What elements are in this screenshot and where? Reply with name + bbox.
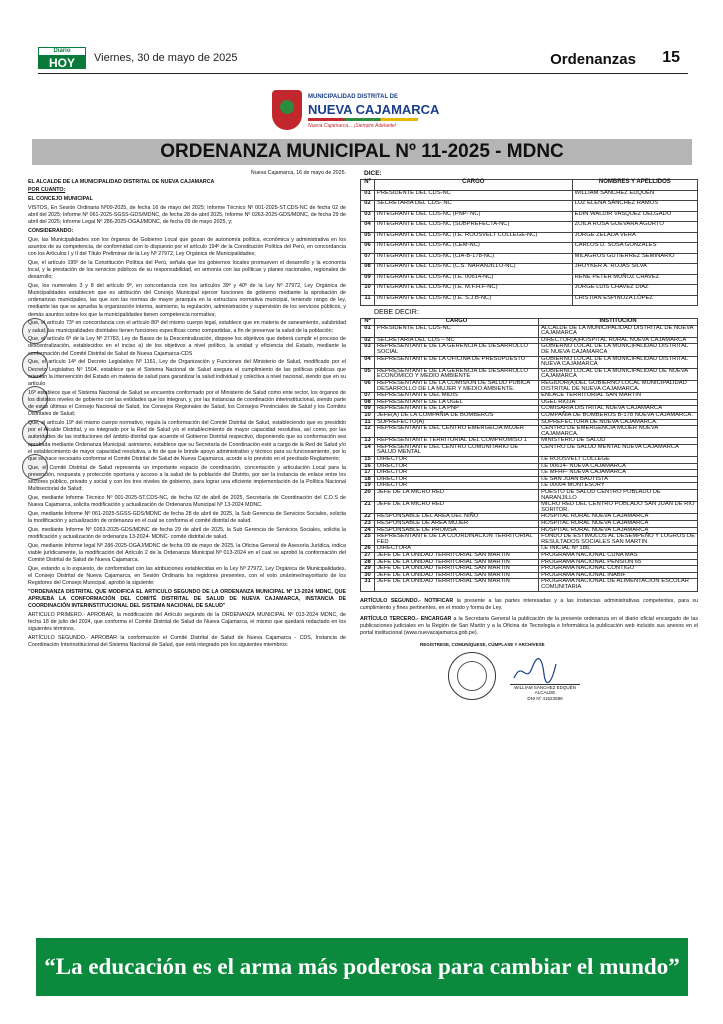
table-cell: 04 bbox=[361, 222, 375, 233]
table-cell: INTEGRANTE DEL CDS-NC (I.E. M.F.H.F-NC) bbox=[375, 285, 573, 296]
paragraph: "ORDENANZA DISTRITAL QUE MODIFICA EL ARTICULO SEGUNDO DE LA ORDENANZA MUNICIPAL Nº 13-2024 MDNC, QUE APRUEBA LA CONFORMACIÓN DEL COMITÉ DISTRITAL DE SALUD DE NUEVA CAJAMARCA, INSTANCIA DE COORDINACIÓN INTERINSTITUCIONAL DEL SISTEMA NACIONAL DE SALUD" bbox=[28, 588, 346, 610]
paragraph: Que, mediante Informe Técnico Nº 001-2025-ST.CDS-NC, de fecha 02 de abril de 2025, Secretaría de Coordinación del C.D.S de Nueva Cajamarca, solicita modificación y actualización de Ordenanza Municipal Nº 13-2024 MDNC. bbox=[28, 495, 346, 509]
table-row bbox=[361, 243, 698, 254]
table-cell: 01 bbox=[361, 325, 375, 337]
table-cell: INTEGRANTE DEL CDS-NC (I.E. ROOSVELT COLLEGE-NC) bbox=[375, 232, 573, 243]
table-cell: JEFE DE LA UNIDAD TERRITORIAL SAN MARTIN bbox=[375, 559, 539, 566]
column-header: Nº bbox=[361, 180, 375, 191]
paragraph: Que, estando a lo expuesto, de conformidad con las atribuciones establecidas en la Ley Nº 27972, Ley Orgánica de Municipalidades, el Consejo Distrital de Nueva Cajamarca, en Sesión Ordinaria los regidores presentes, con el voto unánime/mayoritario de los Regidores del Consejo Municipal, aprobó la siguiente: bbox=[28, 565, 346, 587]
signatory-block bbox=[510, 684, 580, 702]
table-cell: 26 bbox=[361, 546, 375, 553]
table-cell: JEFE DE LA UNIDAD TERRITORIAL SAN MARTIN bbox=[375, 579, 539, 591]
municipality-logo-line1: MUNICIPALIDAD DISTRITAL DE bbox=[308, 94, 398, 100]
table-cell: DIRECTOR bbox=[375, 476, 539, 483]
table-cell: SECRETARIA DEL CDS – NC bbox=[375, 337, 539, 344]
table-cell: SECRETARIA DEL CDS- NC bbox=[375, 201, 573, 212]
table-cell: 25 bbox=[361, 534, 375, 546]
table-cell: PRESIDENTE DEL CDS-NC bbox=[375, 325, 539, 337]
table-row bbox=[361, 368, 698, 380]
table-cell: GOBIERNO LOCAL DE LA MUNICIPALIDAD DISTRITAL NUEVA CAJAMARCA bbox=[539, 356, 698, 368]
left-column-text bbox=[28, 170, 346, 905]
table-cell: 14 bbox=[361, 444, 375, 456]
signatory-name: WILLIAM SÁNCHEZ EDQUÉN bbox=[514, 684, 576, 690]
table-cell: CARLOS D. SOSA GONZALES bbox=[572, 243, 697, 254]
municipality-logo bbox=[272, 90, 452, 134]
table-cell: RESPONSABLE DE PROMSA bbox=[375, 527, 539, 534]
table-cell: REPRESENTANTE DE LA UGEL bbox=[375, 399, 539, 406]
table-row bbox=[361, 211, 698, 222]
table-cell: DIRECTOR bbox=[375, 483, 539, 490]
table-row bbox=[361, 201, 698, 212]
table-cell: COMPAÑIA DE BOMBEROS B-178 NUEVA CAJAMARCA. bbox=[539, 412, 698, 419]
table-cell: FONDO DE ESTIMULOS AL DESEMPEÑO Y LOGROS DE RESULTADOS SOCIALES SAN MARTIN bbox=[539, 534, 698, 546]
logo-color-bar bbox=[308, 118, 418, 121]
table-row bbox=[361, 264, 698, 275]
debe-decir-label: DEBE DECIR: bbox=[374, 309, 419, 316]
table-row bbox=[361, 232, 698, 243]
table-cell: 22 bbox=[361, 514, 375, 521]
paragraph: Que, las Municipalidades son los órganos de Gobierno Local que gozan de autonomía política, económica y administrativa en los asuntos de su competencia, de conformidad con lo dispuesto por el artículo 194º de la Constitución Política del Perú, en concordancia con los Artículos I y II del Título Preliminar de la Ley Nº 27972, Ley Orgánica de Municipalidades; bbox=[28, 236, 346, 258]
paragraph: Que, el artículo 6º de la Ley Nº 27783, Ley de Bases de la Descentralización, dispone los objetivos que deberá cumplir el proceso de descentralización, establecidos en el inciso a) de los objetivos a nivel político, la unidad y eficiencia del Estado, mediante la conformación del Comité Distrital de Salud de Nueva Cajamarca-CDS bbox=[28, 336, 346, 357]
table-cell: 10 bbox=[361, 412, 375, 419]
table-cell: CENTRO DE EMERGENCIA MUJER NUEVA CAJAMARCA. bbox=[539, 426, 698, 438]
closing-articles bbox=[360, 598, 698, 638]
paragraph: Que, el artículo 195º de la Constitución Política del Perú, señala que los gobiernos locales promueven el desarrollo y la economía local, y la prestación de los servicios públicos de su responsabilidad, en armonía con las políticas y planes nacionales, regionales de desarrollo; bbox=[28, 259, 346, 281]
paragraph: Que, mediante Informe Nº 0263-2025-GDS/MDNC de fecha 29 de abril de 2025, la Sub Gerencia de Servicios Sociales, solicita la modificación y actualización de ordenanza 13-2024- MDNC- comité distrital de salud. bbox=[28, 526, 346, 541]
seal-icon bbox=[448, 652, 496, 700]
article-heading: ARTÍCULO TERCERO.- ENCARGAR bbox=[360, 615, 452, 622]
table-row bbox=[361, 412, 698, 419]
table-cell: INTEGRANTE DEL CDS-NC (SUBPREFECTA-NC) bbox=[375, 222, 573, 233]
logo-small-text: Diario bbox=[38, 47, 86, 56]
table-cell: 05 bbox=[361, 368, 375, 380]
table-cell: HOSPITAL RURAL NUEVA CAJAMARCA bbox=[539, 521, 698, 528]
table-cell: REPRESENTANTE DE LA COORDINACION TERRITORIAL FED bbox=[375, 534, 539, 546]
table-cell: I.E INICIAL Nº 186. bbox=[539, 546, 698, 553]
table-cell: 03 bbox=[361, 344, 375, 356]
table-cell: DIRECTORA bbox=[375, 546, 539, 553]
table-cell: I.E SAN JUAN BAUTISTA bbox=[539, 476, 698, 483]
table-cell: 20 bbox=[361, 490, 375, 502]
table-cell: CRISTIAN ESPINOZA LÓPEZ bbox=[572, 295, 697, 306]
column-header: INSTITUCION bbox=[539, 319, 698, 326]
section-name: Ordenanzas bbox=[550, 51, 636, 68]
signature-area bbox=[360, 642, 698, 712]
table-row bbox=[361, 426, 698, 438]
column-header: CARGO bbox=[375, 319, 539, 326]
dice-label: DICE: bbox=[364, 170, 382, 177]
table-row bbox=[361, 344, 698, 356]
table-cell: I.E 00004 MONTESORY bbox=[539, 483, 698, 490]
table-cell: REPRESENTANTE DEL CENTRO EMERGECIA MUJER bbox=[375, 426, 539, 438]
signatory-id: DNI Nº 41623598 bbox=[527, 695, 563, 701]
paragraph: Que, el artículo 14º del Decreto Legislativo Nº 1161, Ley de Organización y Funciones del Ministerio de Salud, modificado por el Decreto Legislativo Nº 1504, establece que el Sistema Nacional de Salud asegura el cumplimiento de las políticas públicas que orientan la intervención del Estado en materia de salud para garantizar la salud individual y colectiva a nivel nacional, siendo que en su artículo bbox=[28, 359, 346, 387]
table-cell: WILLIAM SÁNCHEZ EDQUÉN bbox=[572, 190, 697, 201]
table-cell: 13 bbox=[361, 438, 375, 445]
table-cell: 08 bbox=[361, 264, 375, 275]
ordinance-title: ORDENANZA MUNICIPAL Nº 11-2025 - MDNC bbox=[32, 139, 692, 165]
table-cell: SUPREFECTO(A) bbox=[375, 419, 539, 426]
table-cell: REPRESENTANTE DE LA COMISION DE SALUD PUBICA DESARROLLO DE LA MUJER Y MEDIO AMBIENTE. bbox=[375, 380, 539, 392]
table-cell: PUESTO DE SALUD CENTRO POBLADO DE NARANJILLO bbox=[539, 490, 698, 502]
table-cell: I.E ROOSVELT COLLEGE bbox=[539, 457, 698, 464]
table-row bbox=[361, 457, 698, 464]
table-cell: 19 bbox=[361, 483, 375, 490]
table-cell: JORGE LUIS CHAVEZ DIAZ bbox=[572, 285, 697, 296]
table-cell: 01 bbox=[361, 190, 375, 201]
table-row bbox=[361, 295, 698, 306]
table-cell: REPRESENTANTE DE LA OFICINA DE PRESUPUESTO bbox=[375, 356, 539, 368]
table-cell: 10 bbox=[361, 285, 375, 296]
footer-quote: “La educación es el arma más poderosa para cambiar el mundo” bbox=[36, 938, 688, 996]
column-header: CARGO bbox=[375, 180, 573, 191]
table-cell: 02 bbox=[361, 337, 375, 344]
paragraph: Que, mediante Informe Nº 061-2025-SGSS-GDS/MDNC de fecha 28 de abril de 2025, la Sub Gerencia de Servicios Sociales, solicita la modificación y actualización de ordenanza en el cual se conforma el comité distrital de salud. bbox=[28, 510, 346, 525]
table-cell: INTEGRANTE DEL CDS-NC (I.E. S.J.B-NC) bbox=[375, 295, 573, 306]
table-cell: JEFE DE LA MICRO RED bbox=[375, 490, 539, 502]
table-cell: DIRECTOR(A)HOSPITAL RURAL NUEVA CAJAMARCA bbox=[539, 337, 698, 344]
table-row bbox=[361, 356, 698, 368]
page-header bbox=[38, 42, 688, 74]
paragraph: VISTOS, En Sesión Ordinaria Nº09-2025, de fecha 16 de mayo del 2025; Informe Técnico Nº 001-2025-ST.CDS-NC de fecha 02 de abril del 2025; Informe Nº 061-2025-SGSS-GDS/MDNC, de fecha 28 de abril 2025, Informe Nº 0263-2025-GDS/MDNC, de fecha 29 de abril del 2025; Informe Legal Nº 286-2025-OGAJ/MDNC, de fecha 09 de mayo 2025, y; bbox=[28, 204, 346, 226]
table-cell: REPRESENTANTE DE LA PNP bbox=[375, 406, 539, 413]
table-cell: REGIDOR(A)DEL GOBIERNO LOCAL MUNICIPALIDAD DISTRITAL DE NUEVA CAJAMARCA. bbox=[539, 380, 698, 392]
table-cell: ALCALDE DE LA MUNICIPALIDAD DISTRITAL DE NUEVA CAJAMARCA bbox=[539, 325, 698, 337]
table-cell: REPRESENTANTE DEL MIDIS bbox=[375, 393, 539, 400]
table-cell: REPRESENTANTE DE LA GERENCIA DE DESARROLLO SOCIAL bbox=[375, 344, 539, 356]
signatory-role: ALCALDE bbox=[534, 690, 556, 696]
article-body: a la Secretaria General la publicación de la presente ordenanza en el diario oficial encargado de las publicaciones judiciales en la Región de San Martín y a la Oficina de Tecnología e Informática la publicación web incluido sus anexos en el portal institucional (www.nuevacajamarca.gob.pe). bbox=[360, 615, 698, 637]
table-cell: 09 bbox=[361, 274, 375, 285]
table-cell: JEFE DE LA UNIDAD TERRITORIAL SAN MARTIN bbox=[375, 566, 539, 573]
table-cell: 29 bbox=[361, 566, 375, 573]
table-cell: INTEGRANTE DEL CDS-NC (PNP- NC) bbox=[375, 211, 573, 222]
article-paragraph bbox=[360, 598, 698, 612]
table-cell: 05 bbox=[361, 232, 375, 243]
newspaper-logo bbox=[38, 47, 86, 69]
table-cell: COMISARIA DISTRITAL NUEVA CAJAMARCA bbox=[539, 406, 698, 413]
table-cell: PROGRAMA NACIONAL DE ALIMENTACION ESCOLAR COMUNITARIA bbox=[539, 579, 698, 591]
table-cell: DIRECTOR bbox=[375, 470, 539, 477]
table-cell: REPRESENTANTE DEL CENTRO COMUNITARIO DE SALUD MENTAL bbox=[375, 444, 539, 456]
table-cell: 11 bbox=[361, 419, 375, 426]
table-cell: PROGRAMA NACIONAL CUNA MAS bbox=[539, 552, 698, 559]
table-cell: HOSPITAL RURAL NUEVA CAJAMARCA bbox=[539, 527, 698, 534]
table-cell: 31 bbox=[361, 579, 375, 591]
right-column bbox=[360, 170, 698, 905]
table-cell: CENTRO DE SALUD MENTAL NUEVA CAJAMARCA bbox=[539, 444, 698, 456]
municipality-slogan: Nueva Cajamarca... ¡Siempre Adelante! bbox=[308, 123, 397, 129]
article-paragraph bbox=[360, 616, 698, 638]
table-cell: RESPONSABLE DEL AREA DEL NIÑO bbox=[375, 514, 539, 521]
table-row bbox=[361, 579, 698, 591]
table-cell: PROGRAMA NACIONAL PENSION 65 bbox=[539, 559, 698, 566]
municipality-logo-line2: NUEVA CAJAMARCA bbox=[308, 102, 440, 117]
paragraph: ARTICULO PRIMERO.- APROBAR, la modificación del Artículo segundo de la ORDENANZA MUNICIPAL Nº 013-2024 MDNC, de fecha 18 de julio del 2024, que conforma el Comité Distrital de Salud de Nueva Cajamarca, el mismo que quedará redactado en los siguientes términos. bbox=[28, 612, 346, 633]
table-cell: 21 bbox=[361, 502, 375, 514]
table-cell: DIRECTOR bbox=[375, 463, 539, 470]
table-cell: SUPREFECTURA DE NUEVA CAJAMARCA. bbox=[539, 419, 698, 426]
table-cell: DIRECTOR bbox=[375, 457, 539, 464]
table-cell: GOBIERNO LOCAL DE LA MUNICIPALIDAD DISTRITAL DE NUEVA CAJAMARCA bbox=[539, 344, 698, 356]
table-cell: 07 bbox=[361, 393, 375, 400]
table-cell: MILAGROS GUTIERREZ SEMINARIO bbox=[572, 253, 697, 264]
table-cell: 12 bbox=[361, 426, 375, 438]
table-row bbox=[361, 190, 698, 201]
table-cell: 24 bbox=[361, 527, 375, 534]
paragraph: ARTÍCULO SEGUNDO.- APROBAR la conformación el Comité Distrital de Salud de Nueva Cajamarca - CDS, Instancia de Coordinación Interinstitucional del Sistema Nacional de Salud, que está integrado por los siguientes miembros: bbox=[28, 635, 346, 649]
closing-formula: REGÍSTRESE, COMUNÍQUESE, CÚMPLASE Y ARCHÍVESE bbox=[420, 641, 545, 647]
table-cell: RESPONSABLE DE AREA MUJER bbox=[375, 521, 539, 528]
paragraph: CONSIDERANDO: bbox=[28, 227, 74, 234]
paragraph: Que, el artículo 73º en concordancia con el artículo 80º del mismo cuerpo legal, establece que en materia de saneamiento, salubridad y salud, las municipalidades distritales tienen funciones específicas como compartidas, a fin de preservar la salud de la población; bbox=[28, 320, 346, 334]
table-row bbox=[361, 274, 698, 285]
table-cell: RENE PETER MUÑOZ CHAVEZ bbox=[572, 274, 697, 285]
table-cell: 08 bbox=[361, 399, 375, 406]
crest-icon bbox=[272, 90, 302, 130]
table-row bbox=[361, 380, 698, 392]
paragraph: 16º establece que el Sistema Nacional de Salud se encuentra conformado por el Ministerio de Salud como ente rector, los órganos de los distintos niveles de gobierno con las entidades que los integran, y, por las instancias de coordinación interinstitucional, siendo parte de estas últimas el Consejo Nacional de Salud, los Consejos Regionales de Salud, los Consejos Provinciales de Salud y los Comités Distritales de Salud; bbox=[28, 389, 346, 418]
table-dice bbox=[360, 179, 698, 306]
table-row bbox=[361, 476, 698, 483]
column-header: Nº bbox=[361, 319, 375, 326]
table-cell: INTEGRANTE DEL CDS-NC (CIA-B-178-NC) bbox=[375, 253, 573, 264]
table-cell: HOSPITAL RURAL NUEVA CAJAMARCA bbox=[539, 514, 698, 521]
table-debe-decir bbox=[360, 318, 698, 592]
table-cell: 17 bbox=[361, 470, 375, 477]
paragraph: Que, los numerales 3 y 8 del artículo 9º, en concordancia con los artículos 39º y 40º de la Ley Nº 27972, Ley Orgánica de Municipalidades establecen que es atribución del Concejo Municipal ejercer funciones de gobierno mediante la aprobación de ordenanzas municipales, las que son las normas de mayor jerarquía en la estructura normativa municipal, teniendo rango de ley, mediante las que se aprueba la organización interna, asimismo, la regulación, administración y supervisión de los servicios públicos, y demás asuntos sobre los que la municipalidades tienen competencia normativa; bbox=[28, 282, 346, 318]
paragraph: Que, el Comité Distrital de Salud representa un importante espacio de coordinación, concertación y articulación Local para la prevención, respuesta y protección oportuna y acceso a la salud de la población del Distrito, por ser la instancia de enlace entre los sectores público, privado y social y con los tres niveles de gobierno, para lograr una eficiente implementación de la Política Nacional Multisectorial de Salud; bbox=[28, 464, 346, 493]
table-cell: I.E MFHF- NUEVA CAJAMARCA bbox=[539, 470, 698, 477]
table-row bbox=[361, 534, 698, 546]
table-cell: 30 bbox=[361, 572, 375, 579]
table-cell: 16 bbox=[361, 463, 375, 470]
table-cell: JORGE ZELADA VERA bbox=[572, 232, 697, 243]
table-cell: JEFE DE LA UNIDAD TERRITORIAL SAN MARTIN bbox=[375, 572, 539, 579]
table-cell: JEFE DE LA MICRO RED bbox=[375, 502, 539, 514]
table-cell: 09 bbox=[361, 406, 375, 413]
table-row bbox=[361, 253, 698, 264]
table-cell: 04 bbox=[361, 356, 375, 368]
page-number: 15 bbox=[662, 49, 680, 66]
table-cell: ENLACE TERRITORIAL SAN MARTIN bbox=[539, 393, 698, 400]
logo-big-text: HOY bbox=[48, 56, 75, 70]
table-cell: INTEGRANTE DEL CDS-NC (C.S. NARANJILLO-NC) bbox=[375, 264, 573, 275]
table-cell: GOBIERNO LOCAL DE LA MUNICIPALIDAD DE NUEVA CAJAMARCA bbox=[539, 368, 698, 380]
table-cell: PROGRAMA NACIONAL CONTIGO bbox=[539, 566, 698, 573]
table-row bbox=[361, 285, 698, 296]
table-cell: JHOYKER A. ROJAS SILVA bbox=[572, 264, 697, 275]
table-cell: 28 bbox=[361, 559, 375, 566]
column-header: NOMBRES Y APELLIDOS bbox=[572, 180, 697, 191]
table-cell: I.E 00614- NUEVA CAJAMARCA bbox=[539, 463, 698, 470]
table-cell: 02 bbox=[361, 201, 375, 212]
table-cell: 23 bbox=[361, 521, 375, 528]
table-cell: REPRESENTANTE TERRITORIAL DEL COMPROMISO 1 bbox=[375, 438, 539, 445]
paragraph: Que, el artículo 19º del mismo cuerpo normativo, regula la conformación del Comité Distrital de Salud, estableciendo que es presidido por el Alcalde Distrital, y es integrado por la Red de Salud y/o el establecimiento de mayor capacidad resolutiva, así como, por las autoridades de las instituciones del ámbito distrital que acuerde el Gobierno Distrital respectivo, disponiendo que su conformación sea aprobada mediante Ordenanza Municipal; asimismo, establece que su Secretaría de Coordinación esté a cargo de la Red de Salud y/o el establecimiento de mayor capacidad resolutiva, a fin de que le brinde apoyo administrativo y técnico para su funcionamiento, por lo que se hace necesario conformar el Comité Distrital de Salud de Nueva Cajamarca, acorde a lo previsto en el precitado Reglamento; bbox=[28, 420, 346, 463]
issue-date: Viernes, 30 de mayo de 2025 bbox=[94, 52, 238, 64]
table-row bbox=[361, 222, 698, 233]
table-cell: INTEGRANTE DEL CDS-NC (CEM-NC) bbox=[375, 243, 573, 254]
table-row bbox=[361, 470, 698, 477]
table-cell: JEFE DE LA UNIDAD TERRITORIAL SAN MARTIN bbox=[375, 552, 539, 559]
table-cell: PROGRAMA NACIONAL INABIF bbox=[539, 572, 698, 579]
table-cell: REPRESENTANTE DE LA GERENCIA DE DESARROLLO ECONÓMICO Y MEDIO AMBIENTE bbox=[375, 368, 539, 380]
table-row bbox=[361, 490, 698, 502]
table-cell: LUZ ELENA SÁNCHEZ RAMOS bbox=[572, 201, 697, 212]
table-row bbox=[361, 463, 698, 470]
table-cell: PRESIDENTE DEL CDS-NC bbox=[375, 190, 573, 201]
table-cell: INTEGRANTE DEL CDS-NC (I.E. 00614-NC) bbox=[375, 274, 573, 285]
table-cell: UGEL RIOJA bbox=[539, 399, 698, 406]
paragraph: EL CONCEJO MUNICIPAL bbox=[28, 196, 93, 203]
paragraph: Que, mediante Informe legal Nº 286-2025-OGAJ/MDNC de fecha 09 de mayo de 2025, la Oficina General de Asesoría Jurídica, indica viable jurídicamente, la modificación del Artículo 2 de la Ordenanza Municipal Nº 013-2024 en el cual se aprobó la conformación del Comité Distrital de Salud de Nueva Cajamarca. bbox=[28, 542, 346, 564]
article-heading: ARTÍCULO SEGUNDO.- NOTIFICAR bbox=[360, 597, 454, 604]
table-cell: 03 bbox=[361, 211, 375, 222]
table-cell: ZOILA ROSA GUEVARA AGURTO bbox=[572, 222, 697, 233]
table-cell: EDIN WALDIR VASQUEZ DELGADO bbox=[572, 211, 697, 222]
paragraph: Nueva Cajamarca, 16 de mayo de 2025. bbox=[250, 170, 346, 176]
article-body: la presente a las partes interesadas y a las instancias administrativas competentes, para su cumplimiento y fines pertinentes, en el modo y forma de Ley. bbox=[360, 597, 698, 611]
signature-icon bbox=[512, 656, 558, 686]
paragraph: POR CUANTO: bbox=[28, 187, 66, 194]
table-cell: MICRO RED DEL CENTRO POBLADO SAN JUAN DE RIO SORITOR. bbox=[539, 502, 698, 514]
table-cell: 07 bbox=[361, 253, 375, 264]
paragraph: EL ALCALDE DE LA MUNICIPALIDAD DISTRITAL DE NUEVA CAJAMARCA bbox=[28, 178, 215, 185]
table-cell: 15 bbox=[361, 457, 375, 464]
table-cell: 27 bbox=[361, 552, 375, 559]
table-row bbox=[361, 444, 698, 456]
table-cell: 18 bbox=[361, 476, 375, 483]
table-cell: 11 bbox=[361, 295, 375, 306]
table-cell: JEFE(A) DE LA COMPAÑIA DE BOMBEROS bbox=[375, 412, 539, 419]
table-row bbox=[361, 325, 698, 337]
table-cell: MINISTERIO DE SALUD bbox=[539, 438, 698, 445]
table-cell: 06 bbox=[361, 380, 375, 392]
table-cell: 06 bbox=[361, 243, 375, 254]
